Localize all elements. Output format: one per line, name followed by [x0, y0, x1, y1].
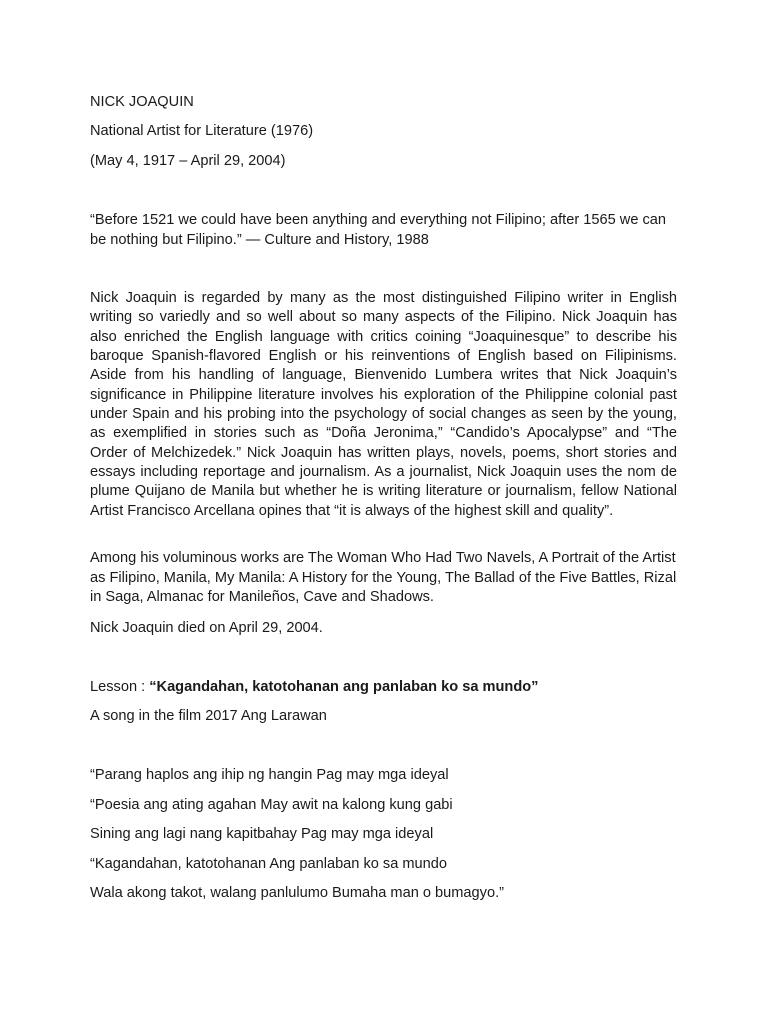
- death-line: Nick Joaquin died on April 29, 2004.: [90, 620, 323, 636]
- lyric-line: Wala akong takot, walang panlulumo Bumaha man o bumagyo.”: [90, 885, 504, 901]
- lyric-line: “Kagandahan, katotohanan Ang panlaban ko sa mundo: [90, 856, 448, 872]
- opening-quote: “Before 1521 we could have been anything and everything not Filipino; after 1565 we can be nothing but Filipino.” — Culture and History, 1988: [90, 212, 667, 248]
- song-note: A song in the film 2017 Ang Larawan: [90, 708, 327, 724]
- lesson-title: “Kagandahan, katotohanan ang panlaban ko sa mundo”: [149, 679, 539, 695]
- lesson-label: Lesson :: [90, 679, 150, 695]
- lyric-line: “Parang haplos ang ihip ng hangin Pag may mga ideyal: [90, 767, 449, 783]
- lesson-heading: [90, 677, 538, 697]
- life-dates: (May 4, 1917 – April 29, 2004): [90, 153, 286, 169]
- lyric-line: Sining ang lagi nang kapitbahay Pag may mga ideyal: [90, 826, 434, 842]
- lyric-line: “Poesia ang ating agahan May awit na kalong kung gabi: [90, 797, 453, 813]
- biography-paragraph: Nick Joaquin is regarded by many as the most distinguished Filipino writer in English writing so variedly and so well about so many aspects of the Filipino. Nick Joaquin has also enriched the English language with critics coining “Joaquinesque” to describe his baroque Spanish-flavored English or his reinventions of English based on Filipinisms. Aside from his handling of language, Bienvenido Lumbera writes that Nick Joaquin’s significance in Philippine literature involves his exploration of the Philippine colonial past under Spain and his probing into the psychology of social changes as seen by the young, as exemplified in stories such as “Doña Jeronima,” “Candido’s Apocalypse” and “The Order of Melchizedek.” Nick Joaquin has written plays, novels, poems, short stories and essays including reportage and journalism. As a journalist, Nick Joaquin uses the nom de plume Quijano de Manila but whether he is writing literature or journalism, fellow National Artist Francisco Arcellana opines that “it is always of the highest skill and quality”.: [90, 290, 677, 519]
- works-paragraph: Among his voluminous works are The Woman Who Had Two Navels, A Portrait of the Artist as Filipino, Manila, My Manila: A History for the Young, The Ballad of the Five Battles, Rizal in Saga, Almanac for Manileños, Cave and Shadows.: [90, 550, 677, 605]
- award-title: National Artist for Literature (1976): [90, 123, 314, 139]
- author-name: NICK JOAQUIN: [90, 94, 194, 110]
